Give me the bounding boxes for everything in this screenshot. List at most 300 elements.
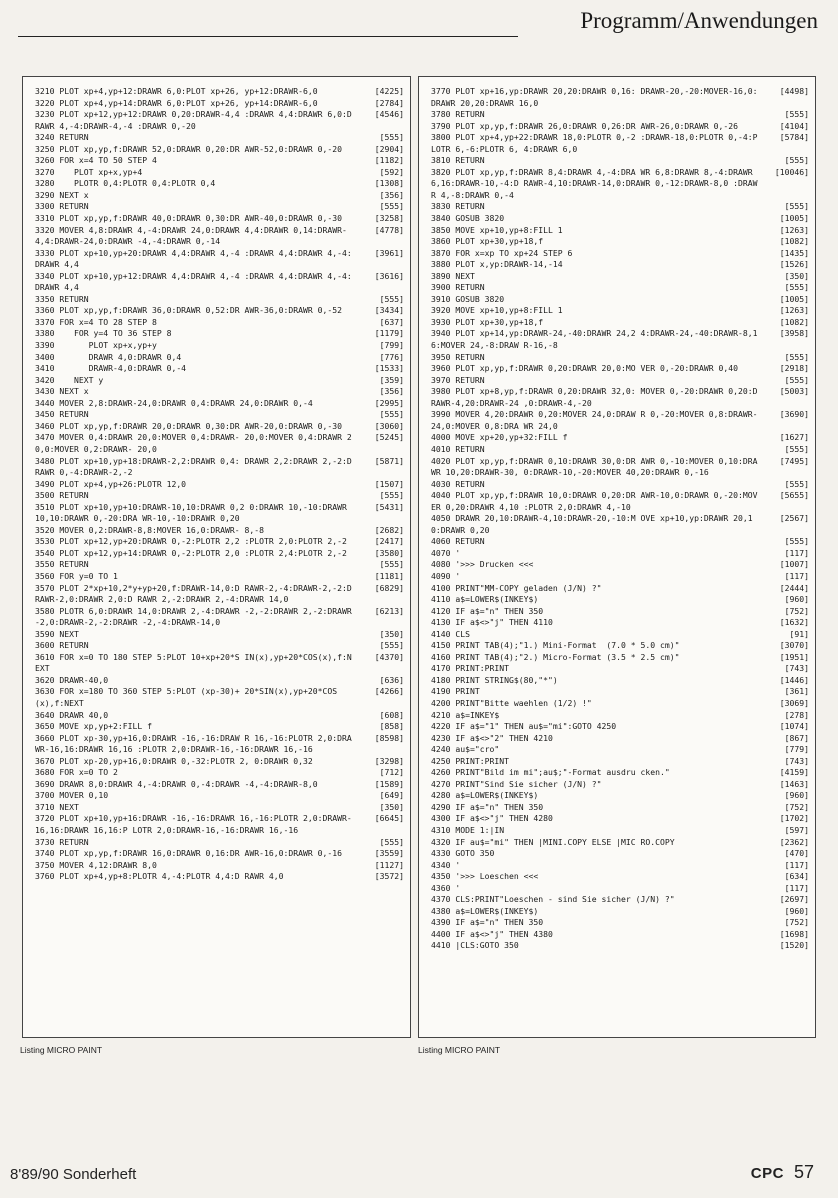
- checksum: [555]: [379, 490, 404, 501]
- code-line: [431, 109, 809, 121]
- code-text: 3710 NEXT: [35, 801, 79, 812]
- checksum: [555]: [784, 374, 809, 385]
- checksum: [555]: [379, 559, 404, 570]
- checksum: [3069]: [779, 697, 809, 708]
- code-text: 3510 PLOT xp+10,yp+10:DRAWR-10,10:DRAWR 0,2 0:DRAWR 10,-10:DRAWR 10,10:DRAWR 0,-20:DRA WR-10,-10:DRAWR 0,20: [35, 501, 352, 524]
- checksum: [356]: [379, 189, 404, 200]
- code-line: [35, 305, 404, 317]
- code-line: [35, 502, 404, 525]
- code-text: 4400 IF a$<>"j" THEN 4380: [431, 928, 553, 939]
- code-line: [35, 213, 404, 225]
- checksum: [2682]: [374, 524, 404, 535]
- checksum: [4370]: [374, 651, 404, 662]
- checksum: [6645]: [374, 813, 404, 824]
- code-text: 3990 MOVER 4,20:DRAWR 0,20:MOVER 24,0:DRAW R 0,-20:MOVER 0,8:DRAWR-24,0:MOVER 0,8:DRA WR 24,0: [431, 409, 758, 431]
- code-line: [431, 386, 809, 409]
- code-line: [35, 606, 404, 629]
- checksum: [1127]: [374, 859, 404, 870]
- code-text: 3420 NEXT y: [35, 374, 104, 385]
- code-line: [431, 710, 809, 722]
- code-text: 3440 MOVER 2,8:DRAWR-24,0:DRAWR 0,4:DRAWR 24,0:DRAWR 0,-4: [35, 397, 313, 408]
- code-text: 4170 PRINT:PRINT: [431, 663, 509, 674]
- code-line: [431, 305, 809, 317]
- code-text: 3640 DRAWR 40,0: [35, 709, 109, 720]
- checksum: [91]: [789, 628, 809, 639]
- code-line: [431, 444, 809, 456]
- checksum: [555]: [784, 201, 809, 212]
- code-text: 3780 RETURN: [431, 109, 485, 120]
- code-line: [431, 583, 809, 595]
- code-line: [431, 282, 809, 294]
- code-text: 3260 FOR x=4 TO 50 STEP 4: [35, 155, 157, 166]
- code-text: 4200 PRINT"Bitte waehlen (1/2) !": [431, 697, 592, 708]
- code-text: 3650 MOVE xp,yp+2:FILL f: [35, 721, 152, 732]
- checksum: [1082]: [779, 236, 809, 247]
- code-line: [431, 860, 809, 872]
- code-text: 3930 PLOT xp+30,yp+18,f: [431, 316, 544, 327]
- code-text: 3850 MOVE xp+10,yp+8:FILL 1: [431, 224, 563, 235]
- code-line: [431, 490, 809, 513]
- code-text: 3910 GOSUB 3820: [431, 293, 505, 304]
- code-line: [35, 456, 404, 479]
- code-line: [431, 802, 809, 814]
- code-line: [431, 698, 809, 710]
- code-text: 3760 PLOT xp+4,yp+8:PLOTR 4,-4:PLOTR 4,4:D RAWR 4,0: [35, 871, 284, 882]
- code-text: 3660 PLOT xp-30,yp+16,0:DRAWR -16,-16:DRAW R 16,-16:PLOTR 2,0:DRAWR-16,16:DRAWR 16,16 :PLOTR 2,0:DRAWR-16,-16:DRAWR 16,-16: [35, 732, 352, 755]
- checksum: [1263]: [779, 224, 809, 235]
- checksum: [608]: [379, 709, 404, 720]
- checksum: [2567]: [779, 513, 809, 524]
- checksum: [1005]: [779, 293, 809, 304]
- checksum: [555]: [379, 640, 404, 651]
- code-line: [35, 132, 404, 144]
- code-text: 4060 RETURN: [431, 536, 485, 547]
- checksum: [752]: [784, 605, 809, 616]
- code-line: [35, 340, 404, 352]
- checksum: [743]: [784, 755, 809, 766]
- checksum: [2362]: [779, 836, 809, 847]
- checksum: [4778]: [374, 224, 404, 235]
- code-line: [431, 594, 809, 606]
- code-line: [35, 328, 404, 340]
- code-line: [431, 375, 809, 387]
- code-text: 3690 DRAWR 8,0:DRAWR 4,-4:DRAWR 0,-4:DRAWR -4,-4:DRAWR-8,0: [35, 778, 318, 789]
- code-line: [431, 779, 809, 791]
- code-text: 3430 NEXT x: [35, 386, 89, 397]
- checksum: [3070]: [779, 640, 809, 651]
- code-text: 3750 MOVER 4,12:DRAWR 8,0: [35, 859, 157, 870]
- checksum: [555]: [784, 351, 809, 362]
- code-line: [35, 109, 404, 132]
- code-line: [431, 940, 809, 952]
- checksum: [7495]: [779, 455, 809, 466]
- page-number: 57: [793, 1162, 814, 1182]
- code-line: [431, 86, 809, 109]
- code-text: 3790 PLOT xp,yp,f:DRAWR 26,0:DRAWR 0,26:DR AWR-26,0:DRAWR 0,-26: [431, 120, 738, 131]
- checksum: [1182]: [374, 155, 404, 166]
- checksum: [117]: [784, 547, 809, 558]
- code-line: [35, 710, 404, 722]
- checksum: [3258]: [374, 213, 404, 224]
- code-line: [431, 894, 809, 906]
- checksum: [2904]: [374, 143, 404, 154]
- code-text: 3740 PLOT xp,yp,f:DRAWR 16,0:DRAWR 0,16:DR AWR-16,0:DRAWR 0,-16: [35, 848, 342, 859]
- code-text: 3350 RETURN: [35, 293, 89, 304]
- code-line: [431, 409, 809, 432]
- code-text: 4230 IF a$<>"2" THEN 4210: [431, 732, 553, 743]
- code-line: [431, 271, 809, 283]
- code-listing: [35, 86, 404, 883]
- checksum: [6213]: [374, 605, 404, 616]
- code-text: 3730 RETURN: [35, 836, 89, 847]
- code-line: [35, 779, 404, 791]
- code-text: 3570 PLOT 2*xp+10,2*y+yp+20,f:DRAWR-14,0:D RAWR-2,-4:DRAWR-2,-2:DRAWR-2,0:DRAWR 2,0:D RAWR 2,-2:DRAWR 2,-4:DRAWR 14,0: [35, 582, 352, 605]
- code-text: 3600 RETURN: [35, 640, 89, 651]
- code-line: [35, 559, 404, 571]
- code-line: [431, 790, 809, 802]
- code-line: [431, 236, 809, 248]
- checksum: [1632]: [779, 617, 809, 628]
- code-text: 4080 '>>> Drucken <<<: [431, 559, 534, 570]
- code-line: [35, 421, 404, 433]
- code-line: [431, 479, 809, 491]
- code-line: [35, 248, 404, 271]
- code-text: 4120 IF a$="n" THEN 350: [431, 605, 544, 616]
- checksum: [592]: [379, 166, 404, 177]
- code-line: [431, 917, 809, 929]
- code-text: 3310 PLOT xp,yp,f:DRAWR 40,0:DRAWR 0,30:DR AWR-40,0:DRAWR 0,-30: [35, 213, 342, 224]
- checksum: [1308]: [374, 178, 404, 189]
- code-line: [35, 190, 404, 202]
- checksum: [1263]: [779, 305, 809, 316]
- code-text: 3340 PLOT xp+10,yp+12:DRAWR 4,4:DRAWR 4,-4 :DRAWR 4,4:DRAWR 4,-4:DRAWR 4,4: [35, 270, 352, 293]
- code-line: [431, 686, 809, 698]
- code-line: [35, 225, 404, 248]
- code-text: 3530 PLOT xp+12,yp+20:DRAWR 0,-2:PLOTR 2,2 :PLOTR 2,0:PLOTR 2,-2: [35, 536, 347, 547]
- code-text: 4090 ': [431, 570, 461, 581]
- code-text: 4030 RETURN: [431, 478, 485, 489]
- code-text: 3500 RETURN: [35, 490, 89, 501]
- code-text: 3770 PLOT xp+16,yp:DRAWR 20,20:DRAWR 0,16: DRAWR-20,-20:MOVER-16,0:DRAWR 20,20:DRAWR 16,0: [431, 86, 758, 108]
- listing-column-left: [22, 76, 411, 1038]
- code-line: [431, 733, 809, 745]
- listing-column-right: [418, 76, 816, 1038]
- code-text: 4020 PLOT xp,yp,f:DRAWR 0,10:DRAWR 30,0:DR AWR 0,-10:MOVER 0,10:DRAWR 10,20:DRAWR-30, 0:DRAWR-10,-20:MOVER 40,20:DRAWR 0,-16: [431, 455, 758, 478]
- code-text: 3940 PLOT xp+14,yp:DRAWR-24,-40:DRAWR 24,2 4:DRAWR-24,-40:DRAWR-8,16:MOVER 24,-8:DRAW R-16,-8: [431, 328, 758, 351]
- code-line: [35, 479, 404, 491]
- checksum: [3572]: [374, 871, 404, 882]
- code-text: 3370 FOR x=4 TO 28 STEP 8: [35, 316, 157, 327]
- code-line: [431, 721, 809, 733]
- code-line: [35, 398, 404, 410]
- code-text: 4010 RETURN: [431, 443, 485, 454]
- code-text: 3890 NEXT: [431, 270, 475, 281]
- code-line: [35, 813, 404, 836]
- code-text: 3250 PLOT xp,yp,f:DRAWR 52,0:DRAWR 0,20:DR AWR-52,0:DRAWR 0,-20: [35, 143, 342, 154]
- code-text: 4000 MOVE xp+20,yp+32:FILL f: [431, 432, 568, 443]
- code-text: 4410 |CLS:GOTO 350: [431, 940, 519, 951]
- code-text: 3470 MOVER 0,4:DRAWR 20,0:MOVER 0,4:DRAWR- 20,0:MOVER 0,4:DRAWR 20,0:MOVER 0,2:DRAWR- 20,0: [35, 432, 352, 454]
- code-text: 3900 RETURN: [431, 282, 485, 293]
- code-line: [431, 155, 809, 167]
- checksum: [634]: [784, 871, 809, 882]
- code-line: [35, 837, 404, 849]
- checksum: [649]: [379, 790, 404, 801]
- code-text: 3860 PLOT xp+30,yp+18,f: [431, 236, 544, 247]
- code-line: [35, 583, 404, 606]
- code-line: [35, 167, 404, 179]
- code-line: [35, 363, 404, 375]
- code-text: 3950 RETURN: [431, 351, 485, 362]
- code-line: [431, 328, 809, 351]
- code-line: [431, 756, 809, 768]
- code-line: [35, 848, 404, 860]
- section-title: Programm/Anwendungen: [580, 8, 818, 33]
- code-line: [35, 271, 404, 294]
- code-text: 3270 PLOT xp+x,yp+4: [35, 166, 143, 177]
- code-line: [431, 848, 809, 860]
- code-text: 3960 PLOT xp,yp,f:DRAWR 0,20:DRAWR 20,0:MO VER 0,-20:DRAWR 0,40: [431, 363, 738, 374]
- code-text: 4330 GOTO 350: [431, 848, 495, 859]
- code-line: [35, 571, 404, 583]
- code-text: 3460 PLOT xp,yp,f:DRAWR 20,0:DRAWR 0,30:DR AWR-20,0:DRAWR 0,-30: [35, 420, 342, 431]
- checksum: [1446]: [779, 674, 809, 685]
- checksum: [3060]: [374, 420, 404, 431]
- checksum: [1507]: [374, 478, 404, 489]
- code-text: 4260 PRINT"Bild im mi";au$;"-Format ausdru cken.": [431, 767, 670, 778]
- checksum: [1435]: [779, 247, 809, 258]
- code-line: [431, 248, 809, 260]
- code-line: [35, 721, 404, 733]
- checksum: [5871]: [374, 455, 404, 466]
- checksum: [555]: [379, 293, 404, 304]
- checksum: [1627]: [779, 432, 809, 443]
- code-text: 4220 IF a$="1" THEN au$="mi":GOTO 4250: [431, 721, 617, 732]
- checksum: [4225]: [374, 86, 404, 96]
- code-line: [35, 86, 404, 98]
- code-line: [431, 663, 809, 675]
- code-text: 3580 PLOTR 6,0:DRAWR 14,0:DRAWR 2,-4:DRAWR -2,-2:DRAWR 2,-2:DRAWR-2,0:DRAWR-2,-2:DRAWR -2,-4:DRAWR-14,0: [35, 605, 352, 628]
- code-text: 3800 PLOT xp+4,yp+22:DRAWR 18,0:PLOTR 0,-2 :DRAWR-18,0:PLOTR 0,-4:PLOTR 6,-6:PLOTR 6, 4:DRAWR 6,0: [431, 132, 758, 154]
- checksum: [2697]: [779, 894, 809, 905]
- code-text: 3540 PLOT xp+12,yp+14:DRAWR 0,-2:PLOTR 2,0 :PLOTR 2,4:PLOTR 2,-2: [35, 547, 347, 558]
- code-text: 3240 RETURN: [35, 132, 89, 143]
- code-line: [431, 675, 809, 687]
- code-line: [35, 432, 404, 455]
- checksum: [3298]: [374, 755, 404, 766]
- checksum: [2918]: [779, 363, 809, 374]
- code-listing: [431, 86, 809, 952]
- code-line: [431, 121, 809, 133]
- code-line: [35, 675, 404, 687]
- checksum: [799]: [379, 340, 404, 351]
- code-text: 4190 PRINT: [431, 686, 480, 697]
- code-text: 4350 '>>> Loeschen <<<: [431, 871, 539, 882]
- checksum: [555]: [379, 409, 404, 420]
- code-text: 4290 IF a$="n" THEN 350: [431, 801, 544, 812]
- code-line: [431, 883, 809, 895]
- checksum: [4266]: [374, 686, 404, 697]
- checksum: [1526]: [779, 259, 809, 270]
- code-text: 4150 PRINT TAB(4);"1.) Mini-Format (7.0 * 5.0 cm)": [431, 640, 680, 651]
- code-text: 4280 a$=LOWER$(INKEY$): [431, 790, 539, 801]
- code-line: [431, 767, 809, 779]
- checksum: [1698]: [779, 928, 809, 939]
- checksum: [5245]: [374, 432, 404, 443]
- checksum: [752]: [784, 801, 809, 812]
- checksum: [5003]: [779, 386, 809, 397]
- checksum: [2784]: [374, 97, 404, 108]
- checksum: [350]: [379, 801, 404, 812]
- code-line: [35, 155, 404, 167]
- checksum: [2444]: [779, 582, 809, 593]
- code-line: [431, 294, 809, 306]
- code-line: [35, 201, 404, 213]
- checksum: [4546]: [374, 109, 404, 120]
- checksum: [743]: [784, 663, 809, 674]
- code-line: [35, 294, 404, 306]
- issue-label: 8'89/90 Sonderheft: [10, 1166, 137, 1183]
- code-line: [431, 259, 809, 271]
- checksum: [1520]: [779, 940, 809, 951]
- listing-caption-left: Listing MICRO PAINT: [20, 1045, 103, 1055]
- code-line: [431, 456, 809, 479]
- code-text: 3280 PLOTR 0,4:PLOTR 0,4:PLOTR 0,4: [35, 178, 216, 189]
- header-rule: [18, 36, 518, 37]
- checksum: [117]: [784, 859, 809, 870]
- code-line: [431, 606, 809, 618]
- checksum: [3616]: [374, 270, 404, 281]
- checksum: [555]: [784, 282, 809, 293]
- code-text: 4160 PRINT TAB(4);"2.) Micro-Format (3.5 * 2.5 cm)": [431, 651, 680, 662]
- code-text: 3520 MOVER 0,2:DRAWR-8,8:MOVER 16,0:DRAWR- 8,-8: [35, 524, 265, 535]
- code-text: 3620 DRAWR-40,0: [35, 674, 109, 685]
- code-line: [431, 652, 809, 664]
- code-text: 3630 FOR x=180 TO 360 STEP 5:PLOT (xp-30)+ 20*SIN(x),yp+20*COS(x),f:NEXT: [35, 686, 338, 708]
- code-line: [431, 813, 809, 825]
- checksum: [2995]: [374, 397, 404, 408]
- code-text: 3830 RETURN: [431, 201, 485, 212]
- code-text: 3360 PLOT xp,yp,f:DRAWR 36,0:DRAWR 0,52:DR AWR-36,0:DRAWR 0,-52: [35, 305, 342, 316]
- code-text: 4360 ': [431, 882, 461, 893]
- code-line: [35, 640, 404, 652]
- code-text: 4250 PRINT:PRINT: [431, 755, 509, 766]
- checksum: [8598]: [374, 732, 404, 743]
- code-line: [431, 548, 809, 560]
- page-footer: [751, 1162, 814, 1183]
- checksum: [1181]: [374, 570, 404, 581]
- code-text: 3230 PLOT xp+12,yp+12:DRAWR 0,20:DRAWR-4,4 :DRAWR 4,4:DRAWR 6,0:DRAWR 4,-4:DRAWR-4,-4 :DRAWR 0,-20: [35, 109, 352, 131]
- code-text: 4180 PRINT STRING$(80,"*"): [431, 674, 558, 685]
- checksum: [776]: [379, 351, 404, 362]
- code-text: 3380 FOR y=4 TO 36 STEP 8: [35, 328, 172, 339]
- code-text: 3300 RETURN: [35, 201, 89, 212]
- code-text: 4070 ': [431, 547, 461, 558]
- code-text: 4050 DRAWR 20,10:DRAWR-4,10:DRAWR-20,-10:M OVE xp+10,yp:DRAWR 20,10:DRAWR 0,20: [431, 513, 753, 535]
- code-line: [431, 167, 809, 202]
- code-text: 3490 PLOT xp+4,yp+26:PLOTR 12,0: [35, 478, 187, 489]
- checksum: [350]: [784, 270, 809, 281]
- code-line: [35, 536, 404, 548]
- code-line: [431, 317, 809, 329]
- code-line: [431, 432, 809, 444]
- code-line: [35, 525, 404, 537]
- checksum: [2417]: [374, 536, 404, 547]
- checksum: [712]: [379, 767, 404, 778]
- magazine-logo: CPC: [750, 1165, 784, 1182]
- code-text: 3870 FOR x=xp TO xp+24 STEP 6: [431, 247, 573, 258]
- code-text: 3410 DRAWR-4,0:DRAWR 0,-4: [35, 363, 187, 374]
- code-line: [35, 860, 404, 872]
- checksum: [960]: [784, 594, 809, 605]
- code-text: 4270 PRINT"Sind Sie sicher (J/N) ?": [431, 778, 602, 789]
- code-line: [35, 317, 404, 329]
- code-line: [431, 640, 809, 652]
- code-text: 4310 MODE 1:|IN: [431, 825, 505, 835]
- checksum: [117]: [784, 882, 809, 893]
- code-text: 4040 PLOT xp,yp,f:DRAWR 10,0:DRAWR 0,20:DR AWR-10,0:DRAWR 0,-20:MOVER 0,20:DRAWR 4,10 :PLOTR 2,0:DRAWR 4,-10: [431, 490, 758, 512]
- checksum: [637]: [379, 316, 404, 327]
- code-line: [431, 559, 809, 571]
- code-text: 3450 RETURN: [35, 409, 89, 420]
- code-line: [35, 767, 404, 779]
- code-line: [431, 744, 809, 756]
- code-line: [35, 144, 404, 156]
- checksum: [117]: [784, 570, 809, 581]
- checksum: [278]: [784, 709, 809, 720]
- code-line: [35, 548, 404, 560]
- checksum: [3559]: [374, 848, 404, 859]
- code-line: [35, 790, 404, 802]
- code-text: 4320 IF au$="mi" THEN |MINI.COPY ELSE |MIC RO.COPY: [431, 836, 675, 847]
- code-line: [35, 871, 404, 883]
- checksum: [636]: [379, 674, 404, 685]
- code-text: 3290 NEXT x: [35, 189, 89, 200]
- code-text: 3480 PLOT xp+10,yp+18:DRAWR-2,2:DRAWR 0,4: DRAWR 2,2:DRAWR 2,-2:DRAWR 0,-4:DRAWR-2,-2: [35, 455, 352, 478]
- checksum: [1005]: [779, 213, 809, 224]
- code-text: 3400 DRAWR 4,0:DRAWR 0,4: [35, 351, 182, 362]
- code-text: 4140 CLS: [431, 628, 470, 639]
- code-text: 3610 FOR x=0 TO 180 STEP 5:PLOT 10+xp+20*S IN(x),yp+20*COS(x),f:NEXT: [35, 651, 352, 674]
- code-text: 4340 ': [431, 859, 461, 870]
- code-line: [431, 225, 809, 237]
- checksum: [555]: [784, 443, 809, 454]
- code-text: 3840 GOSUB 3820: [431, 213, 505, 224]
- checksum: [1007]: [779, 559, 809, 570]
- code-line: [431, 906, 809, 918]
- listing-caption-right: Listing MICRO PAINT: [418, 1045, 501, 1055]
- code-line: [431, 617, 809, 629]
- checksum: [867]: [784, 732, 809, 743]
- code-text: 3810 RETURN: [431, 155, 485, 166]
- checksum: [1082]: [779, 316, 809, 327]
- checksum: [779]: [784, 744, 809, 755]
- checksum: [4498]: [779, 86, 809, 96]
- code-text: 4390 IF a$="n" THEN 350: [431, 917, 544, 928]
- code-line: [35, 652, 404, 675]
- code-line: [35, 686, 404, 709]
- code-text: 3220 PLOT xp+4,yp+14:DRAWR 6,0:PLOT xp+26, yp+14:DRAWR-6,0: [35, 97, 318, 108]
- code-text: 4210 a$=INKEY$: [431, 709, 500, 720]
- checksum: [960]: [784, 905, 809, 916]
- checksum: [555]: [379, 836, 404, 847]
- code-line: [431, 363, 809, 375]
- code-text: 3980 PLOT xp+8,yp,f:DRAWR 0,20:DRAWR 32,0: MOVER 0,-20:DRAWR 0,20:DRAWR-4,20:DRAWR-24 ,0:DRAWR-4,-20: [431, 386, 758, 408]
- code-line: [35, 629, 404, 641]
- checksum: [3434]: [374, 305, 404, 316]
- checksum: [555]: [784, 155, 809, 166]
- code-line: [431, 571, 809, 583]
